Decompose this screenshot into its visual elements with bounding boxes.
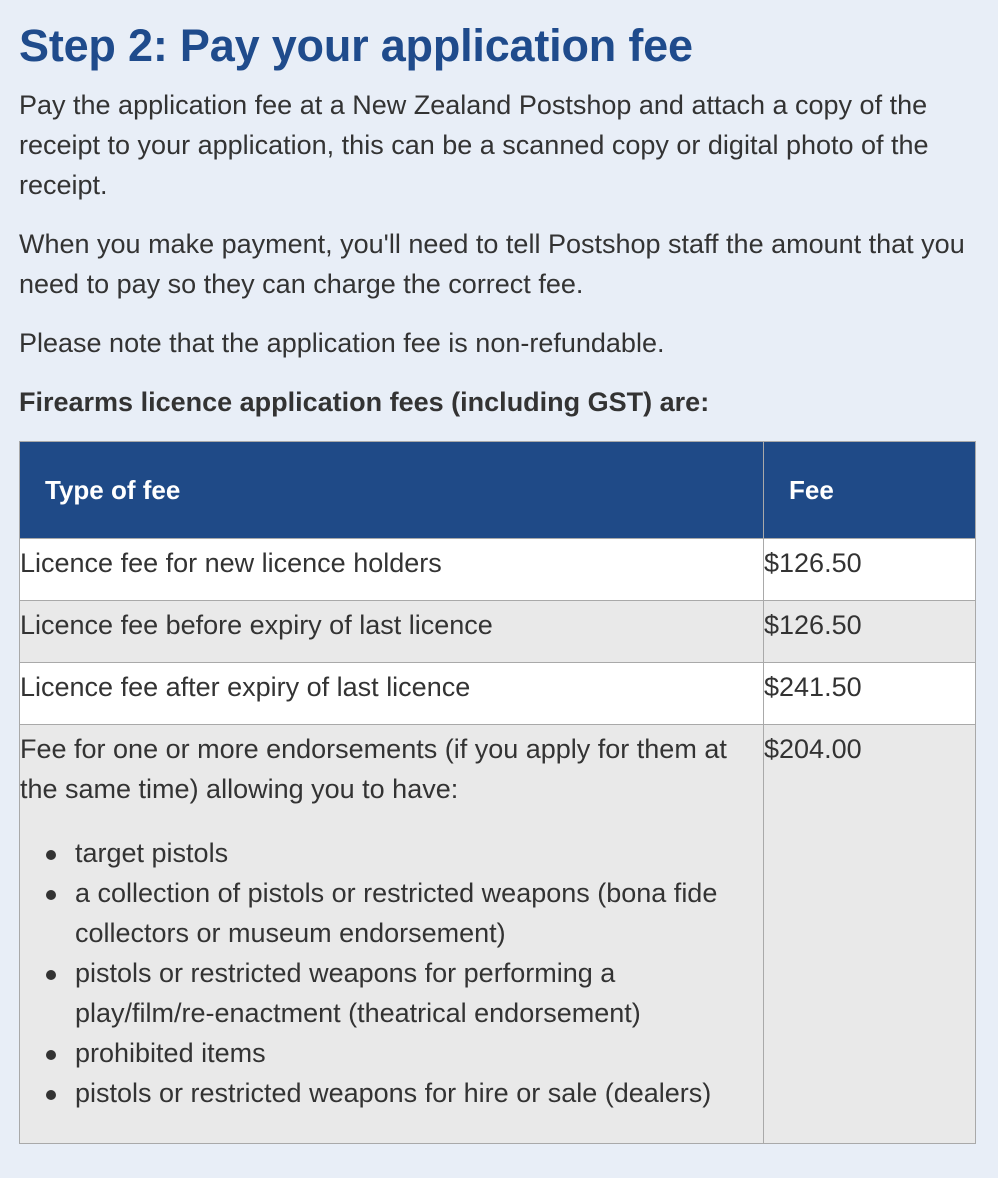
fees-table: [19, 441, 976, 1144]
fee-amount-cell: $126.50: [764, 601, 976, 663]
list-item: [75, 1033, 763, 1073]
table-row: [20, 663, 976, 725]
list-item-text: target pistols: [75, 838, 229, 868]
list-item: [75, 953, 763, 1033]
fee-type-cell: Licence fee after expiry of last licence: [20, 663, 764, 725]
endorsement-description: Fee for one or more endorsements (if you apply for them at the same time) allowing you to have:: [20, 734, 727, 804]
table-row: [20, 725, 976, 1144]
list-item-text: pistols or restricted weapons for hire or sale (dealers): [75, 1078, 712, 1108]
page-title: Step 2: Pay your application fee: [19, 20, 693, 71]
fee-amount-cell: $241.50: [764, 663, 976, 725]
fee-amount-cell: $126.50: [764, 539, 976, 601]
list-item: [75, 1073, 763, 1113]
list-item-text: a collection of pistols or restricted weapons (bona fide collectors or museum endorsement): [75, 878, 718, 948]
non-refundable-note: Please note that the application fee is non-refundable.: [19, 328, 665, 358]
intro-paragraph: Pay the application fee at a New Zealand Postshop and attach a copy of the receipt to your application, this can be a scanned copy or digital photo of the receipt.: [19, 90, 929, 200]
fees-heading: Firearms licence application fees (including GST) are:: [19, 387, 710, 417]
column-header-type: Type of fee: [20, 442, 764, 539]
endorsement-list: [20, 833, 763, 1113]
fee-type-cell: Licence fee for new licence holders: [20, 539, 764, 601]
bullet-icon: [46, 850, 56, 860]
list-item-text: pistols or restricted weapons for performing a play/film/re-enactment (theatrical endorsement): [75, 958, 641, 1028]
fee-amount-cell: $204.00: [764, 725, 976, 1144]
table-row: [20, 539, 976, 601]
payment-paragraph: When you make payment, you'll need to tell Postshop staff the amount that you need to pay so they can charge the correct fee.: [19, 229, 965, 299]
fee-type-cell: Licence fee before expiry of last licence: [20, 601, 764, 663]
list-item: [75, 833, 763, 873]
table-header-row: [20, 442, 976, 539]
bullet-icon: [46, 890, 56, 900]
bullet-icon: [46, 1050, 56, 1060]
bullet-icon: [46, 970, 56, 980]
list-item-text: prohibited items: [75, 1038, 266, 1068]
list-item: [75, 873, 763, 953]
bullet-icon: [46, 1090, 56, 1100]
fee-type-cell: [20, 725, 764, 1144]
table-row: [20, 601, 976, 663]
column-header-fee: Fee: [764, 442, 976, 539]
